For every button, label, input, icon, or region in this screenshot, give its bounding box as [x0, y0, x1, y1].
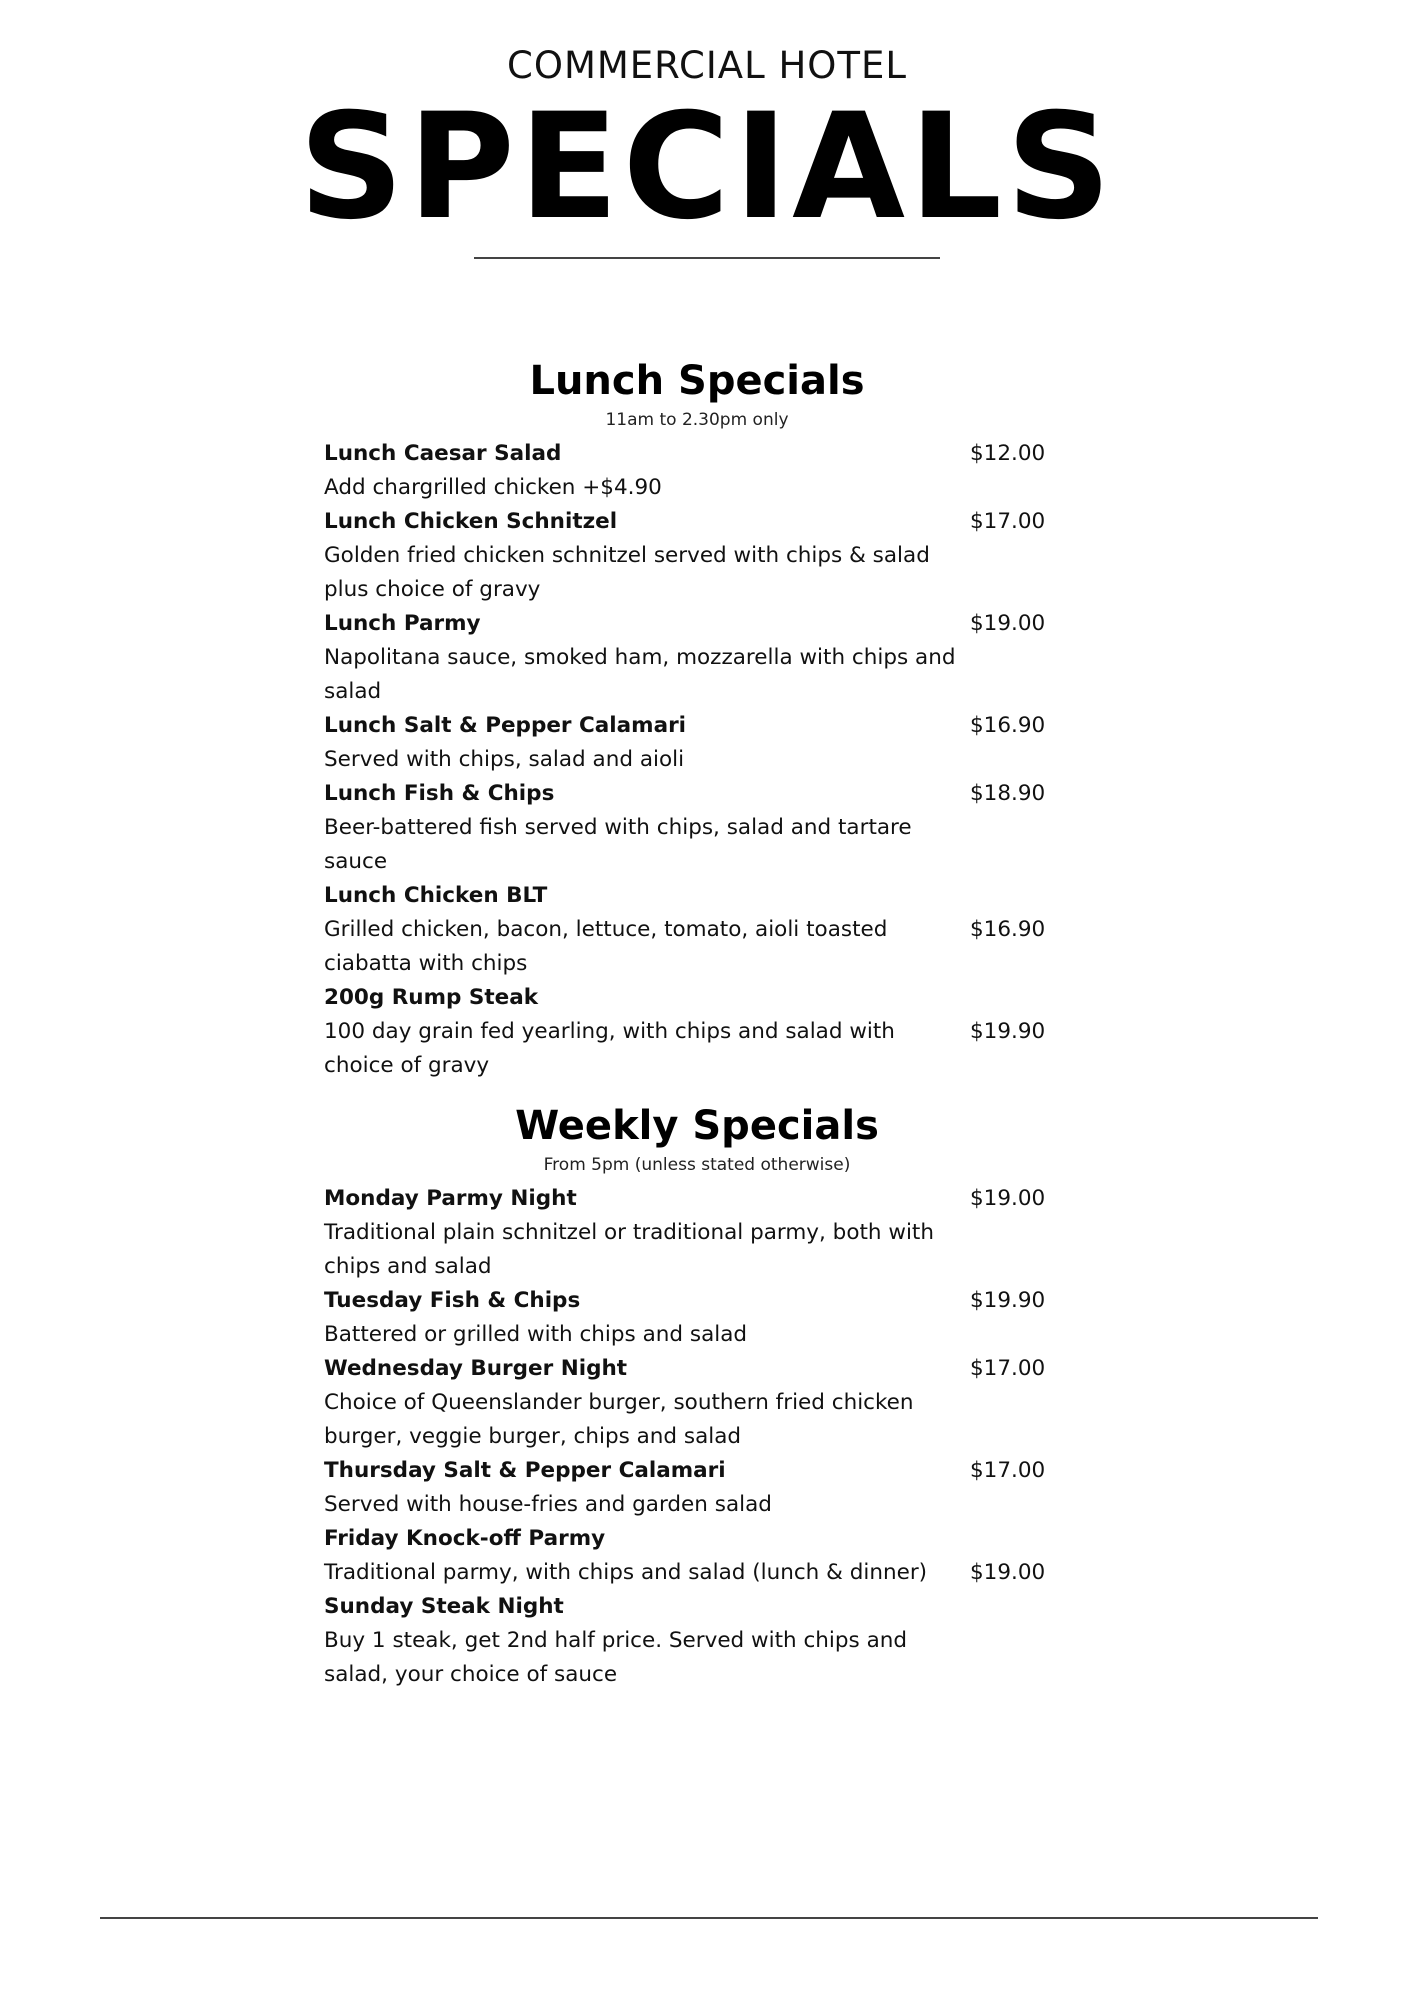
menu-item	[324, 1522, 1070, 1590]
menu-item	[324, 777, 1070, 879]
item-name: 200g Rump Steak	[324, 985, 539, 1010]
menu-item	[324, 1454, 1070, 1522]
item-description: Golden fried chicken schnitzel served with chips & salad plus choice of gravy	[324, 543, 930, 602]
item-description: Battered or grilled with chips and salad	[324, 1322, 748, 1347]
item-price: $19.90	[970, 1019, 1046, 1044]
lunch-specials-heading: Lunch Specials	[529, 358, 865, 404]
item-price: $16.90	[970, 713, 1046, 738]
item-name: Monday Parmy Night	[324, 1186, 577, 1211]
weekly-specials-heading: Weekly Specials	[515, 1103, 879, 1149]
item-description: Beer-battered fish served with chips, salad and tartare sauce	[324, 815, 912, 874]
item-price: $16.90	[970, 917, 1046, 942]
lunch-items-list	[324, 437, 1070, 1083]
item-name: Lunch Salt & Pepper Calamari	[324, 713, 687, 738]
item-name: Friday Knock-off Parmy	[324, 1526, 606, 1551]
item-name: Thursday Salt & Pepper Calamari	[324, 1458, 726, 1483]
item-name: Wednesday Burger Night	[324, 1356, 628, 1381]
title-divider	[474, 257, 940, 259]
item-price: $18.90	[970, 781, 1046, 806]
menu-item	[324, 1352, 1070, 1454]
item-price: $19.90	[970, 1288, 1046, 1313]
lunch-specials-section	[324, 355, 1070, 1083]
menu-item	[324, 505, 1070, 607]
item-description: Served with house-fries and garden salad	[324, 1492, 772, 1517]
footer-divider	[100, 1917, 1318, 1919]
venue-name: COMMERCIAL HOTEL	[506, 44, 908, 87]
weekly-specials-hours: From 5pm (unless stated otherwise)	[543, 1155, 851, 1175]
item-price: $17.00	[970, 509, 1046, 534]
item-name: Lunch Caesar Salad	[324, 441, 562, 466]
item-price: $17.00	[970, 1356, 1046, 1381]
item-price: $17.00	[970, 1458, 1046, 1483]
item-price: $19.00	[970, 611, 1046, 636]
item-name: Tuesday Fish & Chips	[324, 1288, 581, 1313]
item-description: Choice of Queenslander burger, southern fried chicken burger, veggie burger, chips and salad	[324, 1390, 914, 1449]
menu-item	[324, 879, 1070, 981]
menu-item	[324, 1590, 1070, 1692]
menu-item	[324, 709, 1070, 777]
menu-item	[324, 1182, 1070, 1284]
lunch-specials-hours: 11am to 2.30pm only	[605, 410, 789, 430]
item-description: Grilled chicken, bacon, lettuce, tomato, aioli toasted ciabatta with chips	[324, 917, 888, 976]
item-description: Traditional plain schnitzel or traditional parmy, both with chips and salad	[324, 1220, 934, 1279]
item-name: Sunday Steak Night	[324, 1594, 564, 1619]
item-price: $19.00	[970, 1560, 1046, 1585]
menu-item	[324, 607, 1070, 709]
item-description: Napolitana sauce, smoked ham, mozzarella with chips and salad	[324, 645, 956, 704]
page-title: SPECIALS	[298, 82, 1116, 252]
item-description: Add chargrilled chicken +$4.90	[324, 475, 662, 500]
item-name: Lunch Fish & Chips	[324, 781, 555, 806]
menu-item	[324, 437, 1070, 505]
item-price: $19.00	[970, 1186, 1046, 1211]
weekly-items-list	[324, 1182, 1070, 1692]
menu-item	[324, 1284, 1070, 1352]
item-description: Buy 1 steak, get 2nd half price. Served with chips and salad, your choice of sauce	[324, 1628, 908, 1687]
item-name: Lunch Chicken BLT	[324, 883, 548, 908]
weekly-specials-section	[324, 1100, 1070, 1692]
item-description: 100 day grain fed yearling, with chips and salad with choice of gravy	[324, 1019, 895, 1078]
item-description: Traditional parmy, with chips and salad (lunch & dinner)	[324, 1560, 928, 1585]
item-name: Lunch Parmy	[324, 611, 481, 636]
item-name: Lunch Chicken Schnitzel	[324, 509, 618, 534]
menu-item	[324, 981, 1070, 1083]
item-description: Served with chips, salad and aioli	[324, 747, 685, 772]
item-price: $12.00	[970, 441, 1046, 466]
